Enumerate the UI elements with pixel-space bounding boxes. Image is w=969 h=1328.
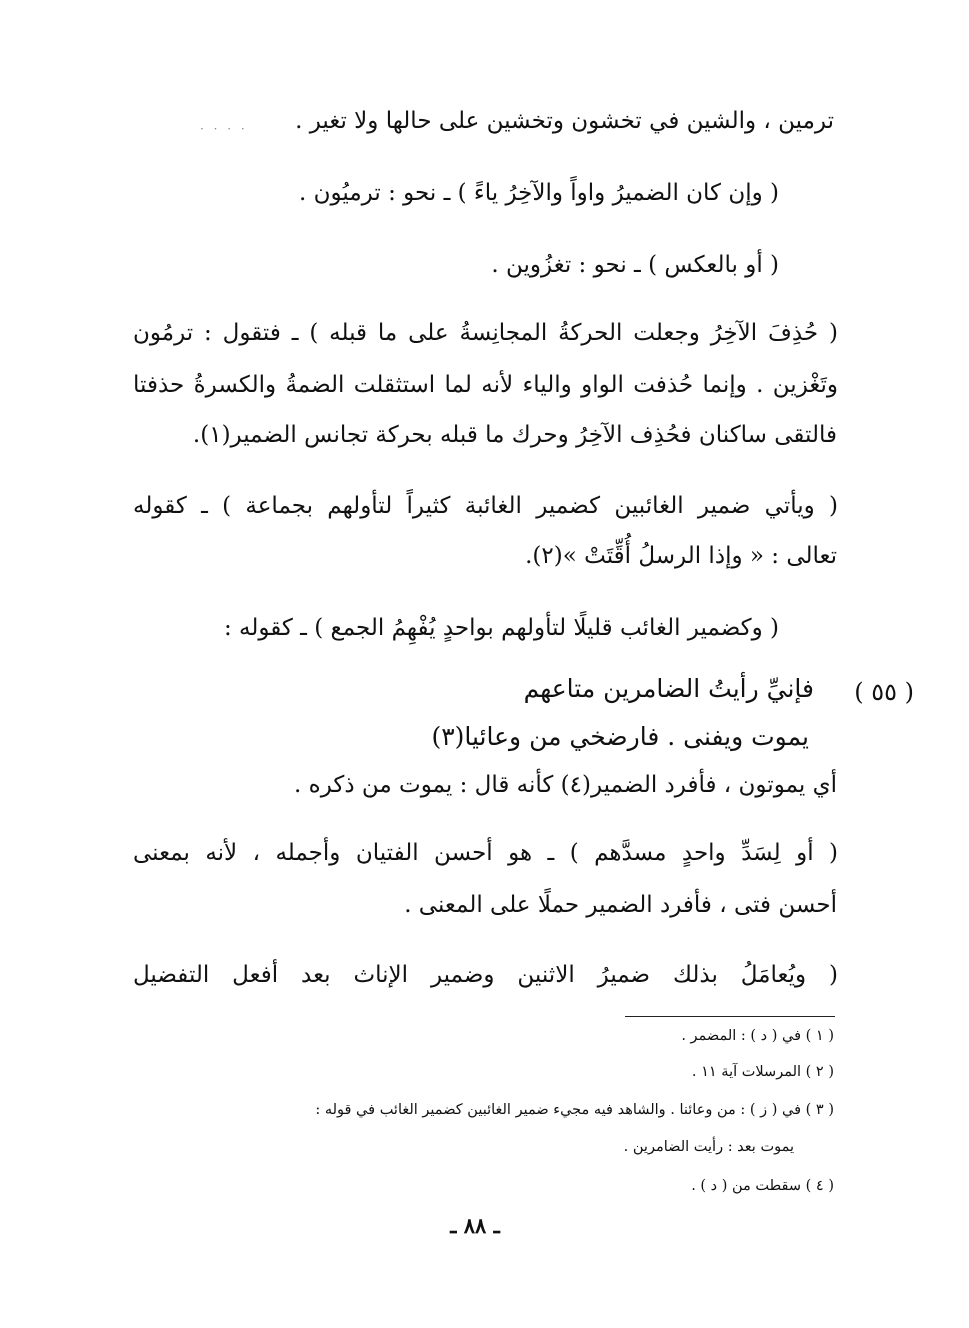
- text-line-11: ( أو لِسَدِّ واحدٍ مسدَّهم ) ـ هو أحسن الفتيان وأجمله ، لأنه بمعنى: [133, 840, 838, 866]
- footnote-4: ( ٤ ) سقطت من ( د ) .: [691, 1178, 834, 1194]
- verse-number: ( ٥٥ ): [854, 678, 914, 706]
- scan-speck: · · · ·: [200, 122, 248, 136]
- verse-line-2: يموت ويفنى . فارضخي من وعائيا(٣): [431, 722, 809, 751]
- footnote-rule: [625, 1016, 835, 1017]
- footnote-3: ( ٣ ) في ( ز ) : من وعائنا . والشاهد فيه مجيء ضمير الغائبين كضمير الغائب في قوله :: [315, 1102, 834, 1118]
- text-line-6: فالتقى ساكنان فحُذِف الآخِرُ وحرك ما قبله بحركة تجانس الضمير(١).: [192, 422, 837, 448]
- text-line-9: ( وكضمير الغائب قليلًا لتأولهم بواحدٍ يُفْهِمُ الجمع ) ـ كقوله :: [223, 615, 779, 641]
- text-line-10: أي يموتون ، فأفرد الضمير(٤) كأنه قال : يموت من ذكره .: [294, 772, 837, 798]
- verse-line-1: فإنيِّ رأيتُ الضامرين متاعهم: [523, 674, 814, 703]
- text-line-3: ( أو بالعكس ) ـ نحو : تغزُوين .: [491, 252, 779, 278]
- text-line-8: تعالى : « وإذا الرسلُ أُقِّتَتْ »(٢).: [525, 543, 837, 569]
- footnote-2: ( ٢ ) المرسلات آية ١١ .: [691, 1064, 834, 1080]
- footnote-1: ( ١ ) في ( د ) : المضمر .: [681, 1028, 834, 1044]
- text-line-13: ( ويُعامَلُ بذلك ضميرُ الاثنين وضمير الإناث بعد أفعل التفضيل: [133, 962, 838, 988]
- page-number: ـ ٨٨ ـ: [450, 1213, 500, 1238]
- text-line-1: ترمين ، والشين في تخشون وتخشين على حالها ولا تغير .: [295, 108, 834, 134]
- text-line-2: ( وإن كان الضميرُ واواً والآخِرُ ياءً ) ـ نحو : ترميُون .: [299, 180, 779, 206]
- text-line-4: ( حُذِفَ الآخِرُ وجعلت الحركةُ المجانِسةُ على ما قبله ) ـ فتقول : ترمُون: [133, 320, 838, 346]
- text-line-7: ( ويأتي ضمير الغائبين كضمير الغائبة كثيراً لتأولهم بجماعة ) ـ كقوله: [133, 493, 838, 519]
- text-line-5: وتَغْزين . وإنما حُذفت الواو والياء لأنه لما استثقلت الضمةُ والكسرةُ حذفتا: [133, 372, 838, 398]
- footnote-3-continued: يموت بعد : رأيت الضامرين .: [623, 1139, 794, 1155]
- text-line-12: أحسن فتى ، فأفرد الضمير حملًا على المعنى .: [404, 892, 837, 918]
